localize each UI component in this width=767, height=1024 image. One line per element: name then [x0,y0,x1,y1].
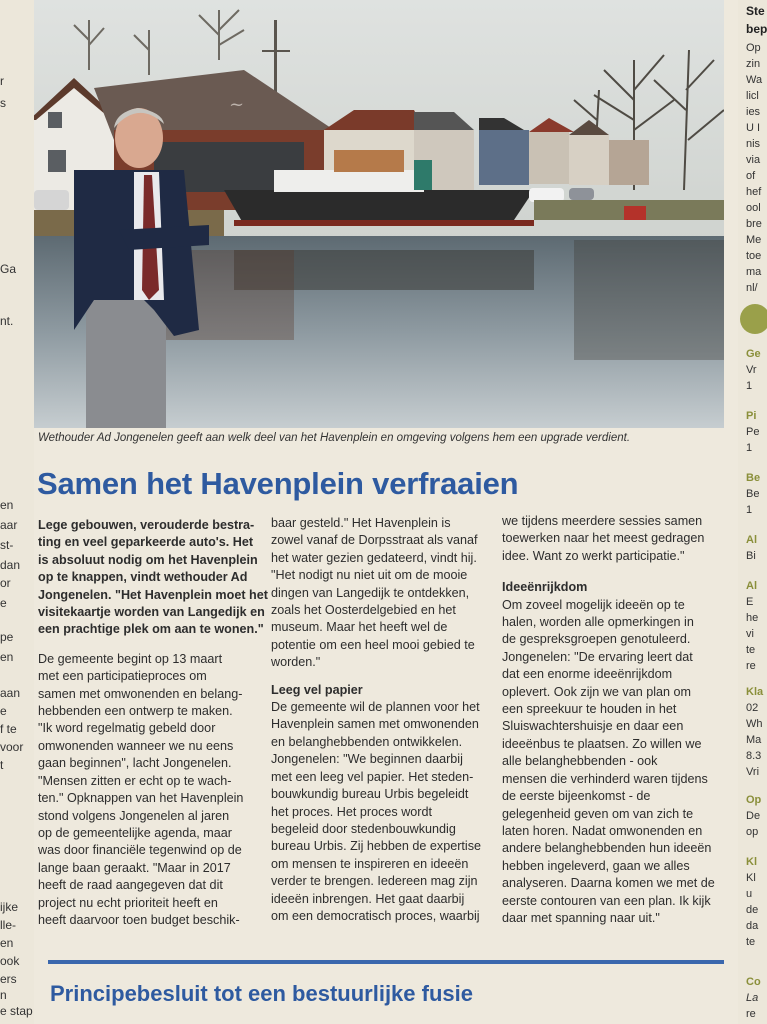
right-fragment: Be [746,472,761,484]
right-fragment: 02 [746,702,759,714]
left-column-fragment [0,0,34,1024]
body-line: Sluiswachtershuisje en daar een [502,719,684,734]
body-line: baar gesteld." Het Havenplein is [271,516,451,530]
body-line: zowel vanaf de Dorpsstraat als vanaf [271,533,478,548]
body-line: ideeën inbrengen. Het gaat daarbij [271,891,465,906]
body-line: eerste contouren van een plan. Ik kijk [502,893,711,908]
body-line: alle belanghebbenden - ook [502,754,658,769]
intro-line: is absoluut nodig om het Havenplein [38,552,258,567]
right-fragment: U I [746,122,761,134]
right-fragment: de [746,904,759,916]
right-fragment: Ste [746,4,765,18]
article-column-3 [502,513,732,927]
body-line: het water gezien gedateerd, vindt hij. [271,550,477,565]
right-fragment: 1 [746,380,753,392]
subheading-ideeenrijkdom: Ideeënrijkdom [502,580,588,595]
right-fragment: Bi [746,550,756,562]
body-line: de eerste bijeenkomst - de [502,789,651,804]
left-fragment: ook [0,954,20,968]
right-fragment: licl [746,90,759,102]
right-fragment: vi [746,628,754,640]
body-line: "Ik word regelmatig gebeld door [38,721,216,736]
body-line: het proces. Het proces wordt [271,804,432,819]
right-fragment: Vr [746,364,757,376]
body-line: gelegenheid geven om van zich te [502,806,694,821]
right-fragment: E [746,596,754,608]
right-fragment: zin [746,58,761,70]
right-fragment: Ma [746,734,762,746]
body-line: analyseren. Daarna komen we met de [502,876,715,891]
body-line: bouwkundig bureau Urbis begeleidt [271,787,469,802]
body-line: idee. Want zo werkt participatie." [502,548,685,563]
left-fragment: st- [0,538,14,552]
right-fragment: Pi [746,410,757,422]
right-fragment: he [746,612,759,624]
body-line: andere belanghebbenden hun ideeën [502,841,712,856]
right-fragment: hef [746,186,762,198]
right-fragment: Wa [746,74,763,86]
right-fragment: Op [746,42,761,54]
photo-caption: Wethouder Ad Jongenelen geeft aan welk deel van het Havenplein en omgeving volgens hem een upgrade verdient. [38,432,631,444]
right-fragment: Vri [746,766,760,778]
right-fragment: Kl [746,872,756,884]
body-line: Jongenelen: "De ervaring leert dat [502,649,693,664]
left-fragment: aan [0,686,21,700]
body-line: hebbenden een ontwerp te maken. [38,704,233,719]
body-line: om mensen te inspireren en ideeën [271,856,469,871]
right-fragment: via [746,154,761,166]
right-fragment: ma [746,266,762,278]
body-line: potentie om een heel mooi gebied te [271,637,475,652]
left-fragment: Ga [0,262,17,276]
body-line: mensen die verhinderd waren tijdens [502,771,708,786]
body-line: een spreekuur te houden in het [502,702,677,717]
right-fragment: te [746,644,756,656]
right-fragment: op [746,826,759,838]
right-fragment: La [746,992,759,1004]
body-line: "Mensen zitten er echt op te wach- [38,773,232,788]
body-line: De gemeente begint op 13 maart [38,651,223,666]
body-line: ten." Opknappen van het Havenplein [38,791,244,806]
left-fragment: n [0,988,7,1002]
article-column-2 [271,515,501,925]
body-line: ideeënbus te plaatsen. Zo willen we [502,736,702,751]
body-line: was door financiële tegenwind op de [38,843,242,858]
left-fragment: lle- [0,918,17,932]
body-line: stond volgens Jongenelen al jaren [38,808,230,823]
left-fragment: voor [0,740,24,754]
right-fragment: Me [746,234,762,246]
right-fragment: re [746,660,756,672]
left-fragment: s [0,96,6,110]
body-line: toewerken naar het meest gedragen [502,531,705,546]
second-article-headline: Principebesluit tot een bestuurlijke fusie [50,981,473,1006]
body-line: verder te brengen. Iedereen mag zijn [271,874,478,889]
right-fragment: toe [746,250,762,262]
left-fragment: r [0,74,4,88]
right-fragment: u [746,888,753,900]
body-line: met een participatieproces om [38,669,207,684]
right-fragment: De [746,810,761,822]
left-fragment: e [0,596,7,610]
intro-line: visitekaartje worden van Langedijk en [38,605,265,620]
right-fragment: Al [746,580,757,592]
body-line: De gemeente wil de plannen voor het [271,700,480,715]
section-divider [48,960,724,964]
right-fragment: Wh [746,718,763,730]
intro-line: op te knappen, vindt wethouder Ad [38,570,248,585]
body-line: museum. Maar het heeft wel de [271,620,448,635]
article-photo [34,0,724,428]
right-fragment: Be [746,488,760,500]
right-fragment: ies [746,106,761,118]
left-fragment: aar [0,518,18,532]
body-line: om een democratisch proces, waarbij [271,908,480,923]
body-line: samen met omwonenden en belang- [38,686,243,701]
body-line: project nu echt prioriteit heeft en [38,895,218,910]
left-fragment: t [0,758,4,772]
svg-text:~: ~ [229,94,245,115]
right-fragment: bre [746,218,762,230]
intro-line: Lege gebouwen, verouderde bestra- [38,518,255,532]
body-line: Havenplein samen met omwonenden [271,717,479,732]
right-fragment: Pe [746,426,760,438]
right-fragment: nis [746,138,761,150]
body-line: daar met spanning naar uit." [502,910,660,925]
left-fragment: e stap [0,1004,33,1018]
left-fragment: ers [0,972,17,986]
body-line: worden." [271,655,321,670]
right-fragment: te [746,936,756,948]
right-fragment: Op [746,794,762,806]
body-line: zoals het Oosterdelgebied en het [271,603,456,618]
body-line: met een leeg vel papier. Het steden- [271,769,474,784]
right-fragment: 1 [746,442,753,454]
right-fragment: of [746,170,756,182]
left-fragment: ijke [0,900,19,914]
body-line: gaan beginnen", lacht Jongenelen. [38,756,232,771]
right-fragment: Al [746,534,757,546]
body-line: begeleid door stedenbouwkundig [271,821,456,836]
body-line: heeft daarvoor toen budget beschik- [38,912,240,927]
right-fragment: nl/ [746,282,758,294]
left-fragment: en [0,650,14,664]
left-fragment: en [0,936,14,950]
body-line: "Het nodigt nu niet uit om de mooie [271,568,468,583]
sidebar-circle-decoration [740,304,767,334]
subheading-leeg-vel-papier: Leeg vel papier [271,682,363,697]
body-line: dingen van Langedijk te ontdekken, [271,585,470,600]
body-line: hebben ingeleverd, gaan we alles [502,858,690,873]
right-fragment: ool [746,202,761,214]
body-line: lange baan geraakt. "Maar in 2017 [38,860,231,875]
left-fragment: or [0,576,11,590]
left-fragment: en [0,498,14,512]
right-fragment: 8.3 [746,750,762,762]
intro-line: een prachtige plek om aan te wonen." [38,622,264,637]
right-fragment: da [746,920,759,932]
left-fragment: e [0,704,7,718]
left-fragment: dan [0,558,21,572]
right-fragment: Kl [746,856,757,868]
left-fragment: f te [0,722,17,736]
body-line: Jongenelen: "We beginnen daarbij [271,752,463,767]
body-line: Om zoveel mogelijk ideeën op te [502,597,685,612]
body-line: laten horen. Nadat omwonenden en [502,823,703,838]
right-fragment: Co [746,976,761,988]
right-column-fragment [738,0,767,1024]
right-fragment: Ge [746,348,761,360]
body-line: omwonenden wanneer we nu eens [38,738,234,753]
article-intro [38,517,270,639]
left-fragment: pe [0,630,14,644]
article-headline: Samen het Havenplein verfraaien [37,466,519,501]
article-body-col1 [38,651,270,930]
right-fragment: Kla [746,686,764,698]
article-column-1 [38,517,270,929]
body-line: halen, worden alle opmerkingen in [502,615,694,630]
body-line: en belanghebbenden ontwikkelen. [271,734,463,749]
body-line: we tijdens meerdere sessies samen [502,514,703,528]
body-line: oplevert. Ook zijn we van plan om [502,684,691,699]
right-fragment: re [746,1008,756,1020]
right-fragment: bep [746,22,767,36]
right-fragment: 1 [746,504,753,516]
intro-line: ting en veel geparkeerde auto's. Het [38,535,254,550]
body-line: bureau Urbis. Zij hebben de expertise [271,839,482,854]
body-line: de gespreksgroepen genotuleerd. [502,632,691,647]
harbour-photo-illustration [34,0,724,428]
body-line: heeft de raad aangegeven dat dit [38,878,223,893]
body-line: op de gemeentelijke agenda, maar [38,825,232,840]
body-line: dat een enorme ideeënrijkdom [502,667,673,682]
left-fragment: nt. [0,314,14,328]
intro-line: Jongenelen. "Het Havenplein moet het [38,587,268,602]
